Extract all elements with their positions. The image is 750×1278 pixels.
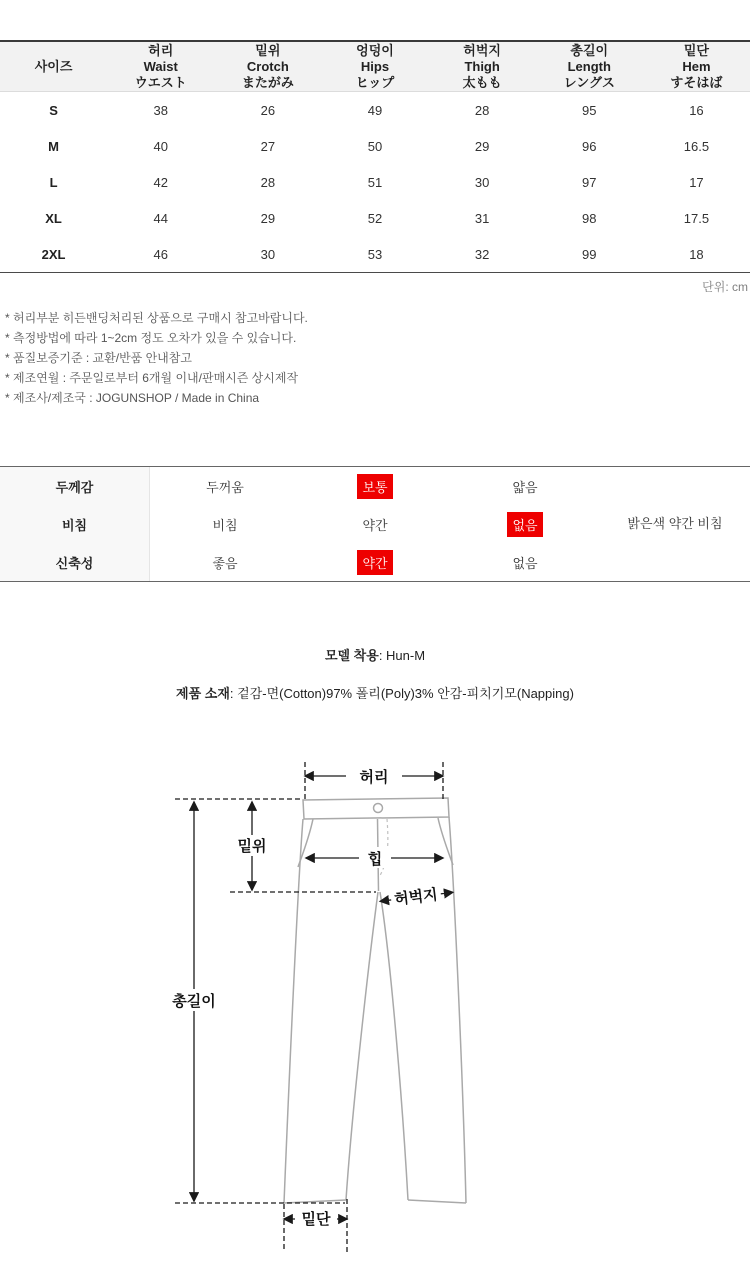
value-cell: 98 — [582, 210, 597, 226]
value-cell: 50 — [367, 138, 383, 154]
value-cell: 49 — [367, 102, 383, 118]
value-cell: 46 — [153, 246, 168, 262]
fabric-option-text: 두꺼움 — [206, 479, 244, 495]
fabric-row-label-thickness: 두께감 — [0, 467, 150, 505]
value-cell: 44 — [153, 210, 168, 226]
value-cell: 32 — [474, 246, 490, 262]
value-cell: 31 — [474, 210, 490, 226]
note-line: * 제조사/제조국 : JOGUNSHOP / Made in China — [5, 391, 260, 405]
header-label-en: Waist — [143, 58, 178, 74]
value-cell: 53 — [367, 246, 383, 262]
size-cell: 2XL — [41, 246, 66, 262]
value-cell: 29 — [474, 138, 490, 154]
fabric-option — [300, 505, 450, 543]
model-label: 모델 착용 — [324, 648, 379, 663]
header-label-ko: 엉덩이 — [356, 42, 394, 58]
thigh-callout — [379, 883, 454, 910]
header-label-en: Hem — [682, 58, 711, 74]
header-label-en: Thigh — [464, 58, 500, 74]
fabric-option — [450, 543, 600, 581]
value-cell: 16.5 — [683, 138, 710, 154]
header-label-ja: すそはば — [670, 74, 723, 90]
fabric-option-text: 좋음 — [212, 555, 238, 571]
fabric-option-text: 약간 — [357, 550, 392, 575]
header-cell-hips — [321, 42, 428, 91]
measurement-labels — [166, 765, 454, 1228]
size-row-2xl — [0, 236, 750, 272]
header-label-en: Length — [567, 58, 611, 74]
fabric-option — [150, 543, 300, 581]
header-label-ko: 밑단 — [683, 42, 709, 58]
pants-waistband — [303, 798, 449, 819]
value-cell: 99 — [582, 246, 597, 262]
product-notes — [5, 308, 745, 408]
value-cell: 17.5 — [683, 210, 710, 226]
fabric-option-text: 약간 — [362, 517, 388, 533]
size-table-header-row — [0, 42, 750, 92]
value-cell: 27 — [260, 138, 276, 154]
header-cell-thigh — [429, 42, 536, 91]
header-cell-size — [0, 42, 107, 91]
pants-right-hem — [408, 1200, 466, 1203]
pants-right-inner-seam — [380, 892, 408, 1200]
fabric-option-text: 없음 — [512, 555, 538, 571]
fabric-option-text: 없음 — [507, 512, 542, 537]
fabric-properties-table — [0, 466, 750, 582]
value-cell: 96 — [582, 138, 597, 154]
value-cell: 16 — [689, 102, 704, 118]
header-label: 사이즈 — [34, 58, 73, 74]
header-label-ko: 밑위 — [255, 42, 281, 58]
fabric-option — [150, 505, 300, 543]
header-label-ko: 총길이 — [570, 42, 609, 58]
fabric-option — [450, 505, 600, 543]
value-cell: 52 — [367, 210, 383, 226]
material-label: 제품 소재 — [176, 686, 230, 701]
fabric-option-text: 비침 — [212, 517, 238, 533]
header-label-ja: ヒップ — [355, 74, 395, 90]
value-cell: 29 — [260, 210, 276, 226]
size-cell: S — [49, 102, 58, 118]
value-cell: 51 — [367, 174, 383, 190]
waist-label: 허리 — [359, 769, 389, 786]
value-cell: 17 — [689, 174, 704, 190]
value-cell: 30 — [474, 174, 490, 190]
pants-right-outer-seam — [449, 817, 466, 1203]
note-line: * 제조연월 : 주문일로부터 6개월 이내/판매시즌 상시제작 — [5, 371, 299, 385]
size-cell: M — [48, 138, 59, 154]
header-label-en: Crotch — [246, 58, 289, 74]
size-row-xl — [0, 200, 750, 236]
note-line: * 품질보증기준 : 교환/반품 안내참고 — [5, 351, 192, 365]
hip-label: 힙 — [367, 851, 383, 868]
header-label-ja: またがみ — [241, 74, 294, 90]
header-cell-hem — [643, 42, 750, 91]
model-info-line — [0, 645, 750, 664]
pants-button — [374, 804, 383, 813]
value-cell: 28 — [260, 174, 276, 190]
header-cell-crotch — [214, 42, 321, 91]
note-line: * 허리부분 히든밴딩처리된 상품으로 구매시 참고바랍니다. — [5, 311, 308, 325]
header-cell-waist — [107, 42, 214, 91]
header-label-ja: ウエスト — [134, 74, 187, 90]
pants-measurement-diagram — [0, 750, 750, 1260]
hem-label: 밑단 — [301, 1211, 331, 1228]
header-label-ja: 太もも — [462, 74, 502, 90]
header-label-en: Hips — [360, 58, 390, 74]
size-cell: L — [49, 174, 58, 190]
header-label-ja: レングス — [563, 74, 615, 90]
fabric-option — [150, 467, 300, 505]
pants-left-pocket — [298, 819, 313, 867]
fabric-row-label-sheerness: 비침 — [0, 505, 150, 543]
header-label-ko: 허벅지 — [463, 42, 501, 58]
pants-left-outer-seam — [284, 819, 303, 1203]
fabric-option — [300, 467, 450, 505]
header-label-ko: 허리 — [148, 42, 174, 58]
value-cell: 18 — [689, 246, 704, 262]
length-label: 총길이 — [172, 993, 216, 1010]
fabric-option-text: 얇음 — [512, 479, 538, 495]
unit-note: 단위: cm — [702, 280, 748, 294]
fabric-side-note: 밝은색 약간 비침 — [627, 516, 723, 531]
value-cell: 28 — [474, 102, 490, 118]
fabric-row-label-elasticity: 신축성 — [0, 543, 150, 581]
size-row-l — [0, 164, 750, 200]
value-cell: 42 — [153, 174, 168, 190]
header-cell-length — [536, 42, 643, 91]
value-cell: 40 — [153, 138, 168, 154]
value-cell: 97 — [582, 174, 597, 190]
material-value: : 겉감-면(Cotton)97% 폴리(Poly)3% 안감-피치기모(Napping) — [229, 686, 574, 701]
material-info-line — [0, 683, 750, 702]
fabric-option-text: 보통 — [357, 474, 392, 499]
value-cell: 38 — [153, 102, 168, 118]
model-value: : Hun-M — [378, 648, 426, 663]
size-spec-table — [0, 40, 750, 273]
size-row-m — [0, 128, 750, 164]
thigh-label: 허벅지 — [393, 886, 439, 909]
note-line: * 측정방법에 따라 1~2cm 정도 오차가 있을 수 있습니다. — [5, 331, 297, 345]
pants-left-inner-seam — [346, 892, 378, 1200]
fabric-option — [300, 543, 450, 581]
size-row-s — [0, 92, 750, 128]
value-cell: 95 — [582, 102, 597, 118]
size-cell: XL — [45, 210, 62, 226]
value-cell: 30 — [260, 246, 276, 262]
value-cell: 26 — [260, 102, 276, 118]
fabric-option — [450, 467, 600, 505]
crotch-label: 밑위 — [237, 838, 267, 855]
